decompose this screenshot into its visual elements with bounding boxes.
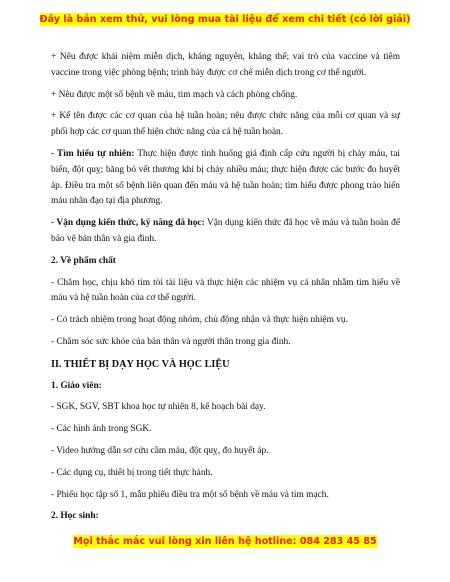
main-heading: II. THIẾT BỊ DẠY HỌC VÀ HỌC LIỆU <box>51 358 230 370</box>
preview-banner <box>0 14 450 25</box>
paragraph-lead: - Vận dụng kiến thức, kỹ năng đã học: <box>51 218 205 229</box>
paragraph: - Vận dụng kiến thức, kỹ năng đã học: Vận dụng kiến thức đã học về máu và tuần hoàn để bảo vệ bản thân và gia đình. <box>51 218 400 244</box>
list-item: - Chăm học, chịu khó tìm tòi tài liệu và thực hiện các nhiệm vụ cá nhân nhằm tìm hiểu về máu và hệ tuần hoàn của cơ thể người. <box>51 277 400 304</box>
hotline-banner <box>0 536 450 547</box>
paragraph: + Kể tên được các cơ quan của hệ tuần hoàn; nêu được chức năng của mỗi cơ quan và sự phối hợp các cơ quan thể hiện chức năng của cả hệ tuần hoàn. <box>51 111 400 138</box>
paragraph: - Tìm hiểu tự nhiên: Thực hiện được tình huống giả định cấp cứu người bị chảy máu, tai biến, đột quỵ; băng bó vết thương khi bị chảy nhiều máu; thực hiện được các bước đo huyết áp. Điều tra một số bệnh liên quan đến máu và hệ tuần hoàn; tìm hiểu được phong trào hiến máu nhân đạo tại địa phương. <box>51 148 400 207</box>
hotline-banner-text: Mọi thắc mắc vui lòng xin liên hệ hotline: 084 283 45 85 <box>73 536 377 547</box>
student-heading: 2. Học sinh: <box>51 511 99 522</box>
teacher-heading: 1. Giáo viên: <box>51 380 102 391</box>
section-heading: 2. Về phẩm chất <box>51 255 116 266</box>
list-item: - Có trách nhiệm trong hoạt động nhóm, chủ động nhận và thực hiện nhiệm vụ. <box>51 315 348 326</box>
list-item: - SGK, SGV, SBT khoa học tự nhiên 8, kế hoạch bài dạy. <box>51 402 266 413</box>
preview-banner-text: Đây là bản xem thử, vui lòng mua tài liệu để xem chi tiết (có lời giải) <box>39 14 411 25</box>
list-item: - Chăm sóc sức khỏe của bản thân và người thân trong gia đình. <box>51 336 291 347</box>
paragraph: + Nêu được một số bệnh về máu, tim mạch và cách phòng chống. <box>51 89 298 100</box>
list-item: - Phiếu học tập số 1, mẫu phiếu điều tra một số bệnh về máu và tim mạch. <box>51 489 329 500</box>
document-body <box>51 50 400 531</box>
list-item: - Video hướng dẫn sơ cứu cầm máu, đột quỵ, đo huyết áp. <box>51 445 269 456</box>
paragraph-lead: - Tìm hiểu tự nhiên: <box>51 148 135 159</box>
list-item: - Các dụng cụ, thiết bị trong tiết thực hành. <box>51 467 213 478</box>
list-item: - Các hình ảnh trong SGK. <box>51 424 152 435</box>
paragraph: + Nêu được khái niệm miễn dịch, kháng nguyên, kháng thể; vai trò của vaccine và tiêm vaccine trong việc phòng bệnh; trình bày được cơ chế miễn dịch trong cơ thể người. <box>51 52 400 78</box>
